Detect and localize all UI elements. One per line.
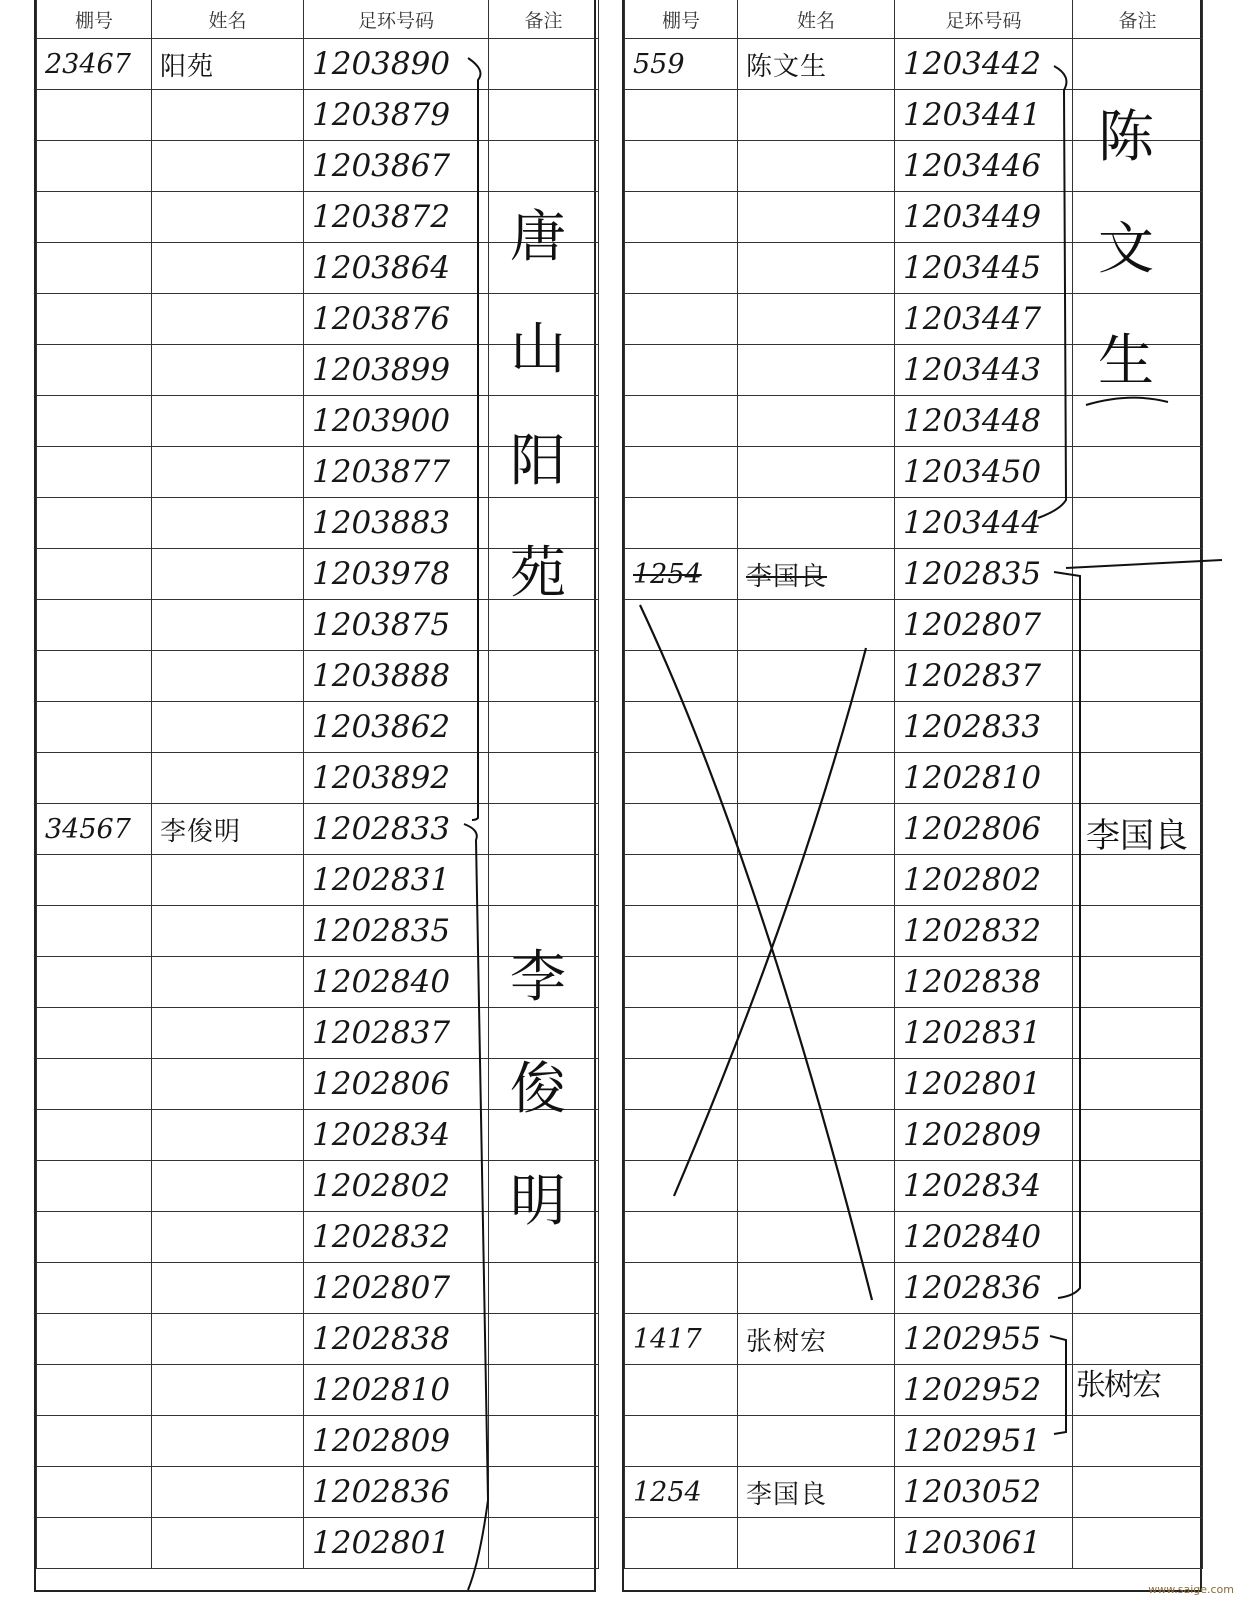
header-shed: 棚号	[625, 0, 738, 39]
ring-number-cell: 1202838	[895, 957, 1073, 1008]
ring-number-cell: 1203061	[895, 1518, 1073, 1569]
shed-cell	[37, 90, 152, 141]
shed-cell	[37, 1263, 152, 1314]
note-char: 文	[1098, 217, 1154, 282]
table-row	[37, 90, 599, 141]
shed-cell	[37, 1314, 152, 1365]
shed-cell	[625, 141, 738, 192]
shed-cell	[625, 1263, 738, 1314]
table-row	[625, 1161, 1203, 1212]
ring-number-cell: 1202806	[895, 804, 1073, 855]
table-row	[625, 702, 1203, 753]
name-cell	[738, 243, 895, 294]
table-row	[37, 651, 599, 702]
note-cell	[1073, 498, 1203, 549]
note-char: 苑	[510, 541, 566, 606]
ring-number-cell: 1202807	[895, 600, 1073, 651]
header-name: 姓名	[152, 0, 304, 39]
ring-number-cell: 1202955	[895, 1314, 1073, 1365]
name-cell	[738, 90, 895, 141]
shed-cell: 23467	[37, 39, 152, 90]
ring-number-cell: 1202801	[895, 1059, 1073, 1110]
name-cell	[738, 855, 895, 906]
name-cell: 陈文生	[738, 39, 895, 90]
name-cell	[152, 957, 304, 1008]
name-cell	[738, 1518, 895, 1569]
shed-cell	[37, 855, 152, 906]
shed-cell	[625, 396, 738, 447]
shed-cell	[625, 906, 738, 957]
ring-number-cell: 1203441	[895, 90, 1073, 141]
note-cell	[1073, 1161, 1203, 1212]
table-row	[37, 1314, 599, 1365]
name-cell	[152, 243, 304, 294]
shed-cell	[625, 447, 738, 498]
ring-number-cell: 1203443	[895, 345, 1073, 396]
name-cell	[152, 1467, 304, 1518]
name-cell	[738, 192, 895, 243]
table-row	[625, 651, 1203, 702]
ring-number-cell: 1202833	[304, 804, 489, 855]
name-cell	[152, 1212, 304, 1263]
shed-cell	[37, 345, 152, 396]
name-cell	[152, 90, 304, 141]
note-cell	[1073, 1518, 1203, 1569]
note-cell	[489, 702, 599, 753]
shed-cell	[625, 1110, 738, 1161]
note-char: 陈	[1098, 105, 1154, 170]
ring-number-cell: 1202840	[895, 1212, 1073, 1263]
note-cell	[489, 1314, 599, 1365]
shed-cell	[625, 192, 738, 243]
name-cell: 李俊明	[152, 804, 304, 855]
table-row	[625, 447, 1203, 498]
header-note: 备注	[489, 0, 599, 39]
table-row	[625, 498, 1203, 549]
right-note-1	[1098, 105, 1154, 446]
header-ring: 足环号码	[304, 0, 489, 39]
header-note: 备注	[1073, 0, 1203, 39]
shed-cell	[625, 1212, 738, 1263]
shed-cell	[37, 651, 152, 702]
ring-number-cell: 1202835	[895, 549, 1073, 600]
table-row	[625, 1008, 1203, 1059]
ring-number-cell: 1202802	[895, 855, 1073, 906]
ring-number-cell: 1202840	[304, 957, 489, 1008]
table-row	[37, 753, 599, 804]
name-cell	[738, 1263, 895, 1314]
ring-number-cell: 1202832	[304, 1212, 489, 1263]
table-row	[625, 549, 1203, 600]
ring-number-cell: 1202837	[304, 1008, 489, 1059]
ring-number-cell: 1202952	[895, 1365, 1073, 1416]
note-char: 生	[1098, 329, 1154, 394]
name-cell	[152, 1110, 304, 1161]
shed-cell	[37, 1467, 152, 1518]
ring-number-cell: 1203442	[895, 39, 1073, 90]
name-cell	[738, 702, 895, 753]
ring-number-cell: 1203875	[304, 600, 489, 651]
ring-number-cell: 1202834	[895, 1161, 1073, 1212]
table-row	[625, 1110, 1203, 1161]
ring-number-cell: 1203862	[304, 702, 489, 753]
name-cell	[738, 498, 895, 549]
name-cell	[738, 651, 895, 702]
ring-number-cell: 1202836	[304, 1467, 489, 1518]
shed-cell	[37, 906, 152, 957]
shed-cell	[625, 1365, 738, 1416]
note-cell	[1073, 906, 1203, 957]
note-cell	[1073, 1008, 1203, 1059]
ring-number-cell: 1203447	[895, 294, 1073, 345]
shed-cell	[625, 651, 738, 702]
name-cell	[152, 396, 304, 447]
shed-cell	[37, 1110, 152, 1161]
shed-cell	[37, 1518, 152, 1569]
shed-cell	[37, 1059, 152, 1110]
table-row	[625, 1518, 1203, 1569]
header-shed: 棚号	[37, 0, 152, 39]
ring-number-cell: 1203877	[304, 447, 489, 498]
name-cell: 阳苑	[152, 39, 304, 90]
left-register-table	[34, 0, 596, 1592]
note-cell	[1073, 855, 1203, 906]
shed-cell	[625, 702, 738, 753]
note-cell	[1073, 1263, 1203, 1314]
ring-number-cell: 1202810	[895, 753, 1073, 804]
note-cell	[1073, 39, 1203, 90]
shed-cell	[37, 294, 152, 345]
note-cell	[1073, 957, 1203, 1008]
shed-cell: 559	[625, 39, 738, 90]
ring-number-cell: 1203899	[304, 345, 489, 396]
ring-number-cell: 1202806	[304, 1059, 489, 1110]
ring-number-cell: 1202951	[895, 1416, 1073, 1467]
shed-cell: 1254	[625, 549, 738, 600]
name-cell: 李国良	[738, 1467, 895, 1518]
left-note-1	[510, 205, 566, 658]
ring-number-cell: 1203449	[895, 192, 1073, 243]
note-cell	[489, 1416, 599, 1467]
note-cell	[489, 141, 599, 192]
name-cell: 李国良	[738, 549, 895, 600]
ring-number-cell: 1203872	[304, 192, 489, 243]
note-cell	[489, 804, 599, 855]
shed-cell	[37, 447, 152, 498]
note-char: 李	[510, 945, 566, 1010]
right-register-table	[622, 0, 1202, 1592]
shed-cell	[37, 753, 152, 804]
ring-number-cell: 1202809	[895, 1110, 1073, 1161]
shed-cell	[625, 600, 738, 651]
ring-number-cell: 1203450	[895, 447, 1073, 498]
name-cell	[152, 1518, 304, 1569]
ring-number-cell: 1203879	[304, 90, 489, 141]
shed-cell	[625, 345, 738, 396]
ring-number-cell: 1203876	[304, 294, 489, 345]
name-cell	[152, 855, 304, 906]
name-cell	[738, 447, 895, 498]
ring-number-cell: 1202807	[304, 1263, 489, 1314]
name-cell	[152, 600, 304, 651]
shed-cell	[625, 294, 738, 345]
name-cell	[152, 1365, 304, 1416]
ring-number-cell: 1203052	[895, 1467, 1073, 1518]
note-cell	[489, 1365, 599, 1416]
ring-number-cell: 1203892	[304, 753, 489, 804]
ring-number-cell: 1202834	[304, 1110, 489, 1161]
right-note-2: 李国良	[1086, 816, 1188, 856]
name-cell	[738, 1212, 895, 1263]
ring-number-cell: 1203864	[304, 243, 489, 294]
shed-cell	[37, 549, 152, 600]
note-cell	[1073, 1314, 1203, 1365]
shed-cell	[625, 804, 738, 855]
name-cell	[738, 1416, 895, 1467]
watermark: www.saige.com	[1148, 1583, 1234, 1596]
shed-cell	[37, 396, 152, 447]
right-header-row	[625, 0, 1203, 39]
name-cell	[152, 192, 304, 243]
table-row	[625, 1059, 1203, 1110]
name-cell	[152, 1416, 304, 1467]
name-cell	[152, 906, 304, 957]
name-cell	[152, 1059, 304, 1110]
shed-cell	[37, 957, 152, 1008]
note-cell	[1073, 447, 1203, 498]
left-note-2	[510, 945, 566, 1286]
note-cell	[1073, 651, 1203, 702]
ring-number-cell: 1202837	[895, 651, 1073, 702]
shed-cell	[37, 192, 152, 243]
table-row	[37, 804, 599, 855]
name-cell	[738, 396, 895, 447]
table-row	[625, 39, 1203, 90]
shed-cell	[37, 498, 152, 549]
left-header-row	[37, 0, 599, 39]
table-row	[37, 1518, 599, 1569]
name-cell	[152, 294, 304, 345]
table-row	[625, 753, 1203, 804]
note-cell	[1073, 1059, 1203, 1110]
name-cell	[738, 1161, 895, 1212]
name-cell	[152, 753, 304, 804]
name-cell	[738, 1059, 895, 1110]
header-ring: 足环号码	[895, 0, 1073, 39]
table-row	[625, 1416, 1203, 1467]
ring-number-cell: 1203883	[304, 498, 489, 549]
shed-cell	[625, 855, 738, 906]
table-row	[37, 1365, 599, 1416]
shed-cell	[37, 1365, 152, 1416]
note-cell	[1073, 1467, 1203, 1518]
name-cell	[152, 345, 304, 396]
ring-number-cell: 1202836	[895, 1263, 1073, 1314]
ring-number-cell: 1202810	[304, 1365, 489, 1416]
header-name: 姓名	[738, 0, 895, 39]
name-cell	[738, 141, 895, 192]
note-cell	[1073, 1110, 1203, 1161]
note-char: 唐	[510, 205, 566, 270]
shed-cell	[625, 498, 738, 549]
ring-number-cell: 1203900	[304, 396, 489, 447]
right-note-3: 张树宏	[1076, 1368, 1160, 1403]
name-cell	[738, 294, 895, 345]
shed-cell	[37, 600, 152, 651]
shed-cell	[37, 1008, 152, 1059]
note-char: 阳	[510, 429, 566, 494]
table-row	[37, 1467, 599, 1518]
note-cell	[489, 1467, 599, 1518]
ring-number-cell: 1203445	[895, 243, 1073, 294]
name-cell	[152, 498, 304, 549]
note-cell	[489, 1518, 599, 1569]
name-cell	[152, 702, 304, 753]
note-cell	[1073, 1212, 1203, 1263]
shed-cell	[37, 702, 152, 753]
name-cell	[738, 600, 895, 651]
ring-number-cell: 1202809	[304, 1416, 489, 1467]
table-row	[37, 1416, 599, 1467]
shed-cell	[37, 1212, 152, 1263]
table-row	[625, 1314, 1203, 1365]
name-cell	[738, 345, 895, 396]
shed-cell: 34567	[37, 804, 152, 855]
ring-number-cell: 1203978	[304, 549, 489, 600]
note-char: 俊	[510, 1057, 566, 1122]
table-row	[37, 141, 599, 192]
name-cell	[738, 804, 895, 855]
ring-number-cell: 1202831	[895, 1008, 1073, 1059]
name-cell: 张树宏	[738, 1314, 895, 1365]
shed-cell	[625, 1161, 738, 1212]
shed-cell: 1417	[625, 1314, 738, 1365]
table-row	[625, 1467, 1203, 1518]
shed-cell	[625, 1518, 738, 1569]
note-cell	[1073, 600, 1203, 651]
ring-number-cell: 1203888	[304, 651, 489, 702]
shed-cell	[37, 243, 152, 294]
ring-number-cell: 1202802	[304, 1161, 489, 1212]
table-row	[37, 855, 599, 906]
shed-cell	[625, 1416, 738, 1467]
name-cell	[738, 957, 895, 1008]
note-cell	[489, 90, 599, 141]
name-cell	[152, 1161, 304, 1212]
shed-cell	[37, 141, 152, 192]
table-row	[625, 1212, 1203, 1263]
shed-cell	[625, 753, 738, 804]
ring-number-cell: 1203444	[895, 498, 1073, 549]
ring-number-cell: 1203890	[304, 39, 489, 90]
table-row	[37, 702, 599, 753]
ring-number-cell: 1202833	[895, 702, 1073, 753]
note-char: 明	[510, 1169, 566, 1234]
shed-cell	[37, 1161, 152, 1212]
note-cell	[1073, 1416, 1203, 1467]
table-row	[37, 39, 599, 90]
shed-cell	[625, 243, 738, 294]
table-row	[625, 957, 1203, 1008]
table-row	[625, 855, 1203, 906]
note-cell	[489, 651, 599, 702]
name-cell	[152, 1314, 304, 1365]
name-cell	[152, 141, 304, 192]
name-cell	[152, 447, 304, 498]
shed-cell	[625, 957, 738, 1008]
ring-number-cell: 1202801	[304, 1518, 489, 1569]
note-cell	[1073, 753, 1203, 804]
shed-cell	[37, 1416, 152, 1467]
table-row	[625, 906, 1203, 957]
name-cell	[738, 906, 895, 957]
name-cell	[152, 549, 304, 600]
ring-number-cell: 1203446	[895, 141, 1073, 192]
ring-number-cell: 1202831	[304, 855, 489, 906]
shed-cell	[625, 1008, 738, 1059]
ring-number-cell: 1203448	[895, 396, 1073, 447]
table-row	[625, 1263, 1203, 1314]
ring-number-cell: 1202835	[304, 906, 489, 957]
shed-cell: 1254	[625, 1467, 738, 1518]
shed-cell	[625, 1059, 738, 1110]
note-char: 山	[510, 317, 566, 382]
name-cell	[152, 1263, 304, 1314]
ring-number-cell: 1202838	[304, 1314, 489, 1365]
name-cell	[738, 1365, 895, 1416]
ring-number-cell: 1203867	[304, 141, 489, 192]
name-cell	[738, 753, 895, 804]
ring-number-cell: 1202832	[895, 906, 1073, 957]
table-row	[625, 600, 1203, 651]
name-cell	[152, 1008, 304, 1059]
name-cell	[738, 1008, 895, 1059]
note-cell	[1073, 549, 1203, 600]
shed-cell	[625, 90, 738, 141]
note-cell	[1073, 702, 1203, 753]
note-cell	[489, 855, 599, 906]
note-cell	[489, 753, 599, 804]
name-cell	[738, 1110, 895, 1161]
name-cell	[152, 651, 304, 702]
note-cell	[489, 39, 599, 90]
